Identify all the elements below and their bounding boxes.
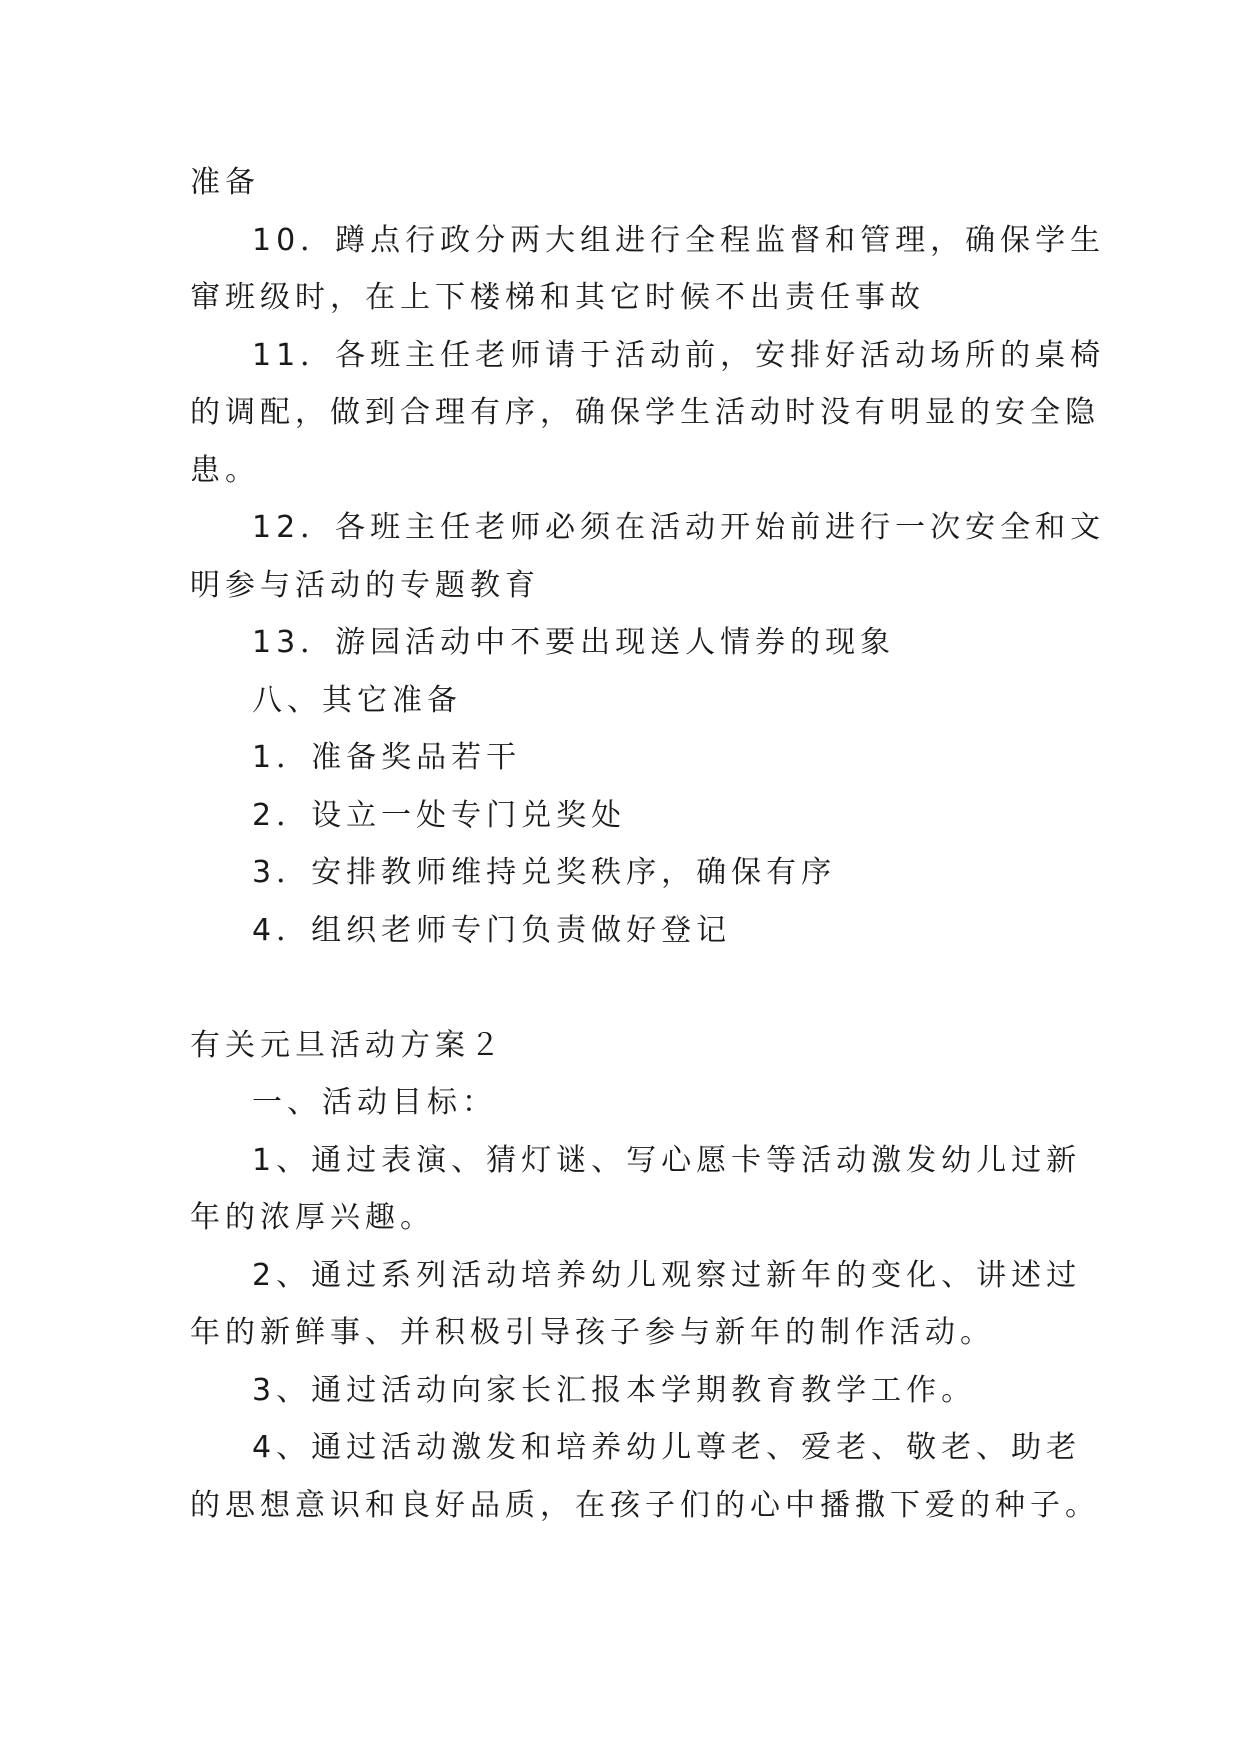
goal-item-2: 2、通过系列活动培养幼儿观察过新年的变化、讲述过 bbox=[252, 1258, 1082, 1293]
goal-item-1: 1、通过表演、猜灯谜、写心愿卡等活动激发幼儿过新 bbox=[252, 1143, 1082, 1178]
goal-item-3: 3、通过活动向家长汇报本学期教育教学工作。 bbox=[252, 1373, 977, 1408]
text-line: 准备 bbox=[190, 165, 260, 200]
list-item-12: 12．各班主任老师必须在活动开始前进行一次安全和文 bbox=[252, 510, 1106, 545]
list-item-11: 11．各班主任老师请于活动前，安排好活动场所的桌椅 bbox=[252, 338, 1106, 373]
text-line: 的调配，做到合理有序，确保学生活动时没有明显的安全隐 bbox=[190, 395, 1100, 430]
list-item-3: 3．安排教师维持兑奖秩序，确保有序 bbox=[252, 855, 837, 890]
list-item-2: 2．设立一处专门兑奖处 bbox=[252, 798, 627, 833]
text-line: 的思想意识和良好品质，在孩子们的心中播撒下爱的种子。 bbox=[190, 1488, 1100, 1523]
list-item-4: 4．组织老师专门负责做好登记 bbox=[252, 913, 732, 948]
text-line: 患。 bbox=[190, 453, 260, 488]
text-line: 窜班级时，在上下楼梯和其它时候不出责任事故 bbox=[190, 280, 925, 315]
section-heading: 一、活动目标： bbox=[252, 1085, 497, 1120]
list-item-10: 10．蹲点行政分两大组进行全程监督和管理，确保学生 bbox=[252, 223, 1106, 258]
document-title: 有关元旦活动方案２ bbox=[190, 1028, 505, 1063]
list-item-1: 1．准备奖品若干 bbox=[252, 740, 522, 775]
text-line: 年的浓厚兴趣。 bbox=[190, 1200, 435, 1235]
section-heading: 八、其它准备 bbox=[252, 683, 462, 718]
list-item-13: 13．游园活动中不要出现送人情券的现象 bbox=[252, 625, 896, 660]
goal-item-4: 4、通过活动激发和培养幼儿尊老、爱老、敬老、助老 bbox=[252, 1430, 1082, 1465]
text-line: 明参与活动的专题教育 bbox=[190, 568, 540, 603]
text-line: 年的新鲜事、并积极引导孩子参与新年的制作活动。 bbox=[190, 1315, 995, 1350]
